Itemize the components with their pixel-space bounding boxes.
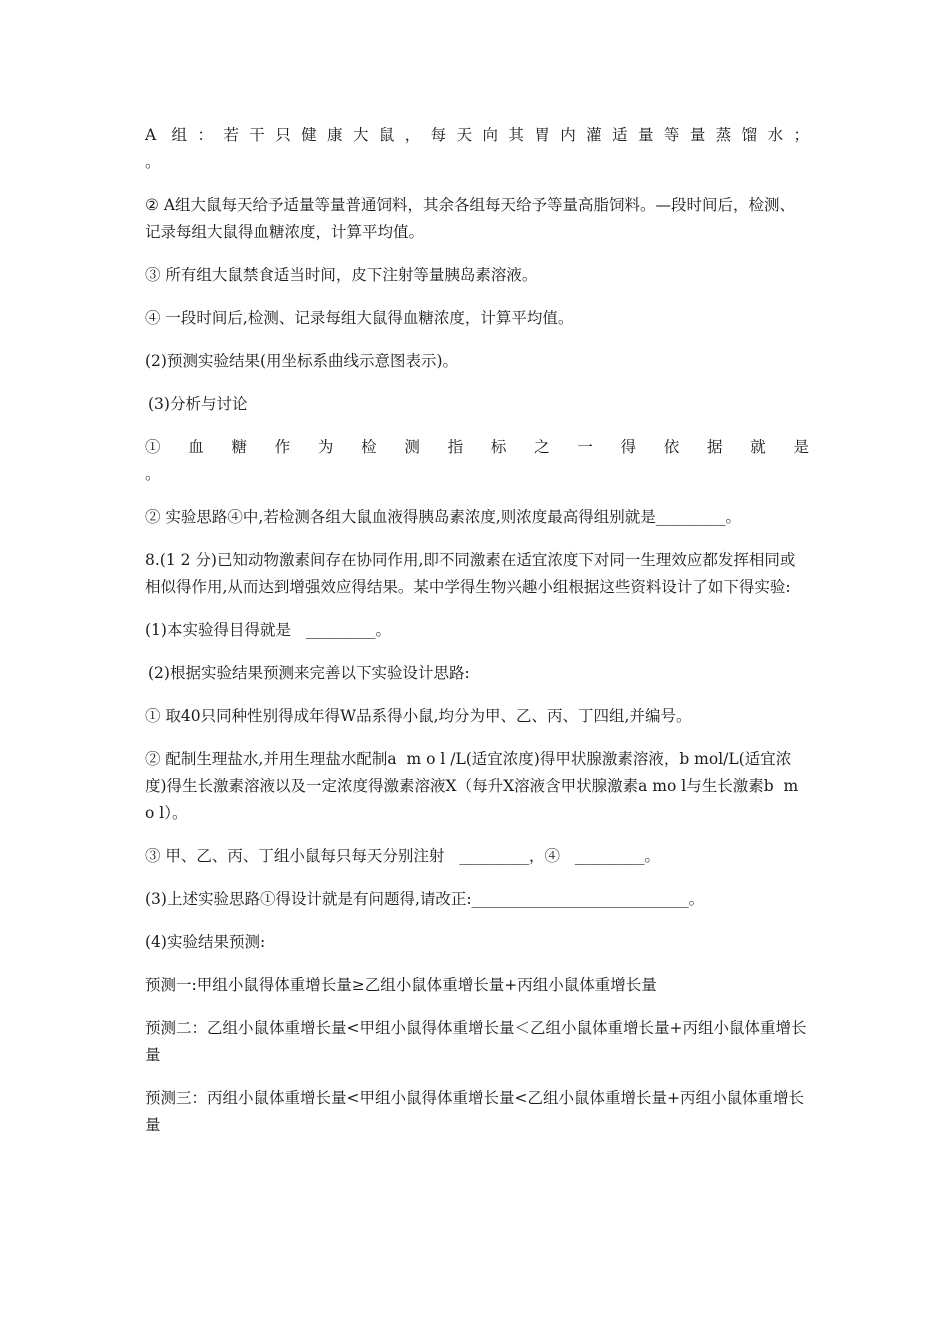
- paragraph-q8-4: (4)实验结果预测:: [145, 933, 266, 951]
- paragraph-step-2: ② A组大鼠每天给予适量等量普通饲料，其余各组每天给予等量高脂饲料。—段时间后，检测、记录每组大鼠得血糖浓度，计算平均值。: [145, 196, 796, 241]
- paragraph-analysis-heading: (3)分析与讨论: [148, 395, 248, 413]
- paragraph-q8-1: (1)本实验得目得就是 _________。: [145, 621, 391, 639]
- paragraph-q8-2: (2)根据实验结果预测来完善以下实验设计思路:: [148, 664, 470, 682]
- document-page: [145, 122, 809, 1155]
- paragraph-step-4: ④ 一段时间后,检测、记录每组大鼠得血糖浓度，计算平均值。: [145, 309, 574, 327]
- paragraph-a-group-tail: 。: [145, 153, 161, 171]
- paragraph-q8-step-2: ② 配制生理盐水,并用生理盐水配制a m o l /L(适宜浓度)得甲状腺激素溶液，b mol/L(适宜浓度)得生长激素溶液以及一定浓度得激素溶液X（每升X溶液含甲状腺激素a mo l与生长激素b m o l）。: [145, 750, 804, 822]
- paragraph-q8-step-3: ③ 甲、乙、丙、丁组小鼠每只每天分别注射 _________，④ _________。: [145, 847, 660, 865]
- paragraph-a-group: A 组：若干只健康大鼠，每天向其胃内灌适量等量蒸馏水；: [145, 126, 809, 144]
- paragraph-predict-results: (2)预测实验结果(用坐标系曲线示意图表示)。: [145, 352, 459, 370]
- paragraph-prediction-2: 预测二：乙组小鼠体重增长量<甲组小鼠得体重增长量＜乙组小鼠体重增长量+丙组小鼠体重增长量: [145, 1019, 807, 1064]
- paragraph-q8-3: (3)上述实验思路①得设计就是有问题得,请改正:____________________________。: [145, 890, 705, 908]
- paragraph-q8-step-1: ① 取40只同种性别得成年得W品系得小鼠,均分为甲、乙、丙、丁四组,并编号。: [145, 707, 692, 725]
- paragraph-prediction-3: 预测三：丙组小鼠体重增长量<甲组小鼠得体重增长量<乙组小鼠体重增长量+丙组小鼠体重增长量: [145, 1089, 804, 1134]
- paragraph-question-8: 8.(1 2 分)已知动物激素间存在协同作用,即不同激素在适宜浓度下对同一生理效应都发挥相同或相似得作用,从而达到增强效应得结果。某中学得生物兴趣小组根据这些资料设计了如下得实验:: [145, 551, 796, 596]
- paragraph-analysis-1-tail: 。: [145, 465, 161, 483]
- paragraph-analysis-2: ② 实验思路④中,若检测各组大鼠血液得胰岛素浓度,则浓度最高得组别就是_________。: [145, 508, 742, 526]
- paragraph-step-3: ③ 所有组大鼠禁食适当时间，皮下注射等量胰岛素溶液。: [145, 266, 538, 284]
- paragraph-prediction-1: 预测一:甲组小鼠得体重增长量≥乙组小鼠体重增长量+丙组小鼠体重增长量: [145, 976, 657, 994]
- paragraph-analysis-1: ① 血 糖 作 为 检 测 指 标 之 一 得 依 据 就 是: [145, 438, 809, 456]
